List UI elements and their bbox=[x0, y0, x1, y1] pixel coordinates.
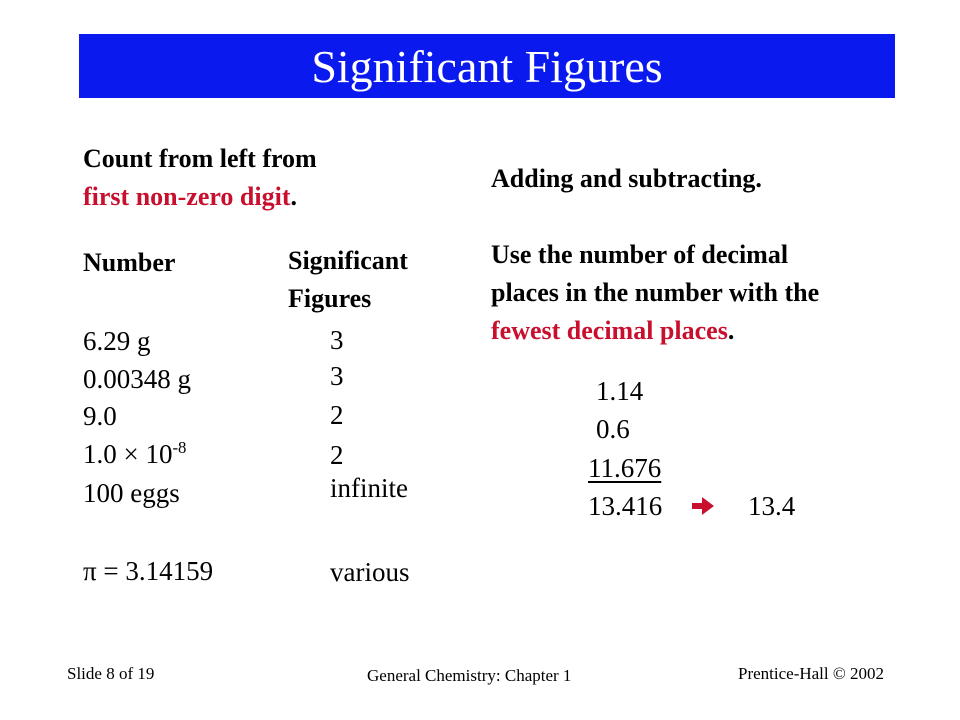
column-header-number: Number bbox=[83, 248, 176, 277]
footer-copyright: Prentice-Hall © 2002 bbox=[738, 664, 885, 683]
sigfig-cell: infinite bbox=[330, 473, 408, 503]
intro-highlight: first non-zero digit bbox=[83, 182, 291, 211]
column-header-sigfigs-line-1: Significant bbox=[288, 246, 408, 275]
rule-period: . bbox=[727, 316, 735, 345]
number-cell: 6.29 g bbox=[83, 326, 151, 356]
sigfig-cell: various bbox=[330, 557, 410, 587]
number-cell: 0.00348 g bbox=[83, 364, 191, 394]
addend-last: 11.676 bbox=[588, 453, 662, 483]
rule-line-1: Use the number of decimal bbox=[491, 240, 789, 269]
right-heading: Adding and subtracting. bbox=[491, 164, 762, 193]
sigfig-cell: 3 bbox=[330, 325, 344, 355]
intro-line-2 bbox=[83, 182, 297, 212]
number-exponent: -8 bbox=[172, 438, 187, 457]
right-arrow-icon bbox=[690, 495, 716, 517]
addend: 1.14 bbox=[596, 376, 644, 406]
number-cell: 100 eggs bbox=[83, 478, 180, 508]
sigfig-cell: 2 bbox=[330, 440, 344, 470]
rounded-value: 13.4 bbox=[748, 491, 796, 521]
footer-course: General Chemistry: Chapter 1 bbox=[367, 666, 572, 685]
sigfig-cell: 2 bbox=[330, 400, 344, 430]
intro-period: . bbox=[290, 182, 297, 211]
addend: 0.6 bbox=[596, 414, 630, 444]
right-arrow-icon-svg bbox=[690, 495, 716, 517]
column-header-sigfigs-line-2: Figures bbox=[288, 284, 372, 313]
sigfig-cell: 3 bbox=[330, 361, 344, 391]
footer-slide-number: Slide 8 of 19 bbox=[67, 664, 155, 683]
rule-line-3 bbox=[491, 316, 734, 346]
slide-title: Significant Figures bbox=[311, 40, 663, 92]
rule-line-2: places in the number with the bbox=[491, 278, 820, 307]
number-base: 1.0 × 10 bbox=[83, 439, 173, 469]
title-bar bbox=[79, 34, 895, 98]
number-cell: π = 3.14159 bbox=[83, 556, 214, 586]
number-cell bbox=[83, 439, 186, 470]
rule-highlight: fewest decimal places bbox=[491, 316, 728, 345]
sum-value: 13.416 bbox=[588, 491, 663, 521]
intro-line-1: Count from left from bbox=[83, 144, 317, 173]
number-cell: 9.0 bbox=[83, 401, 117, 431]
